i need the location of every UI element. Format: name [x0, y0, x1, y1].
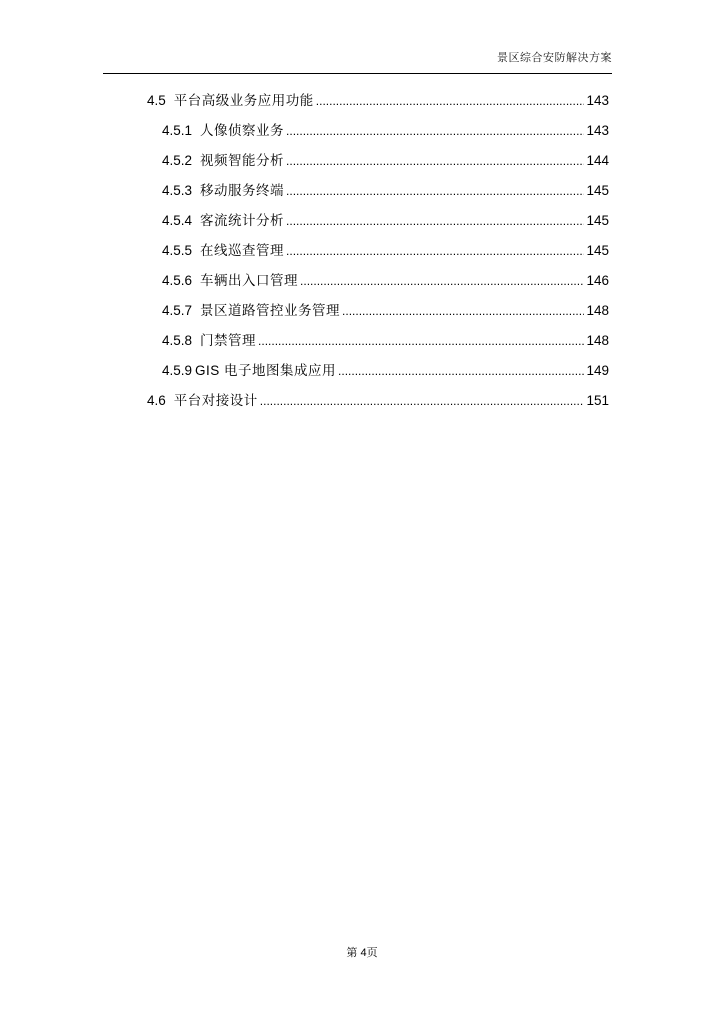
toc-entry-page: 148: [586, 303, 609, 318]
toc-entry-number: 4.5.7: [162, 303, 193, 318]
toc-entry-title: 移动服务终端: [200, 183, 285, 198]
toc-entry-number: 4.6: [147, 393, 166, 408]
toc-entry[interactable]: [162, 150, 609, 172]
toc-entry[interactable]: [162, 270, 609, 292]
toc-entry-page: 145: [586, 243, 609, 258]
toc-entry-title: GIS 电子地图集成应用: [195, 363, 337, 378]
toc-dot-leader: [286, 210, 584, 232]
toc-entry[interactable]: [162, 210, 609, 232]
toc-dot-leader: [286, 120, 584, 142]
toc-entry[interactable]: [162, 360, 609, 382]
toc-entry-page: 146: [586, 273, 609, 288]
toc-entry-number: 4.5.6: [162, 273, 193, 288]
toc-entry-title: 门禁管理: [200, 333, 257, 348]
toc-entry-number: 4.5.1: [162, 123, 193, 138]
header-divider: [103, 73, 612, 74]
toc-entry[interactable]: [162, 300, 609, 322]
running-header-title: 景区综合安防解决方案: [497, 52, 612, 64]
toc-entry-title: 景区道路管控业务管理: [200, 303, 341, 318]
toc-entry-title: 人像侦察业务: [200, 123, 285, 138]
toc-entry-number: 4.5.5: [162, 243, 193, 258]
toc-entry-title: 在线巡查管理: [200, 243, 285, 258]
toc-entry-title: 客流统计分析: [200, 213, 285, 228]
toc-entry-title: 平台对接设计: [173, 393, 258, 408]
toc-dot-leader: [286, 240, 584, 262]
toc-entry-title: 平台高级业务应用功能: [173, 93, 314, 108]
toc-dot-leader: [338, 360, 584, 382]
toc-entry-page: 145: [586, 213, 609, 228]
toc-entry[interactable]: [162, 180, 609, 202]
toc-entry-number: 4.5.2: [162, 153, 193, 168]
toc-dot-leader: [316, 90, 585, 112]
toc-entry-page: 143: [586, 93, 609, 108]
toc-dot-leader: [258, 330, 584, 352]
toc-entry-title: 视频智能分析: [200, 153, 285, 168]
toc-entry-number: 4.5: [147, 93, 166, 108]
toc-entry-number: 4.5.8: [162, 333, 193, 348]
toc-dot-leader: [286, 150, 584, 172]
toc-dot-leader: [260, 390, 585, 412]
toc-entry-page: 151: [586, 393, 609, 408]
toc-entry-title: 车辆出入口管理: [200, 273, 299, 288]
toc-entry-number: 4.5.9: [162, 363, 193, 378]
toc-entry-page: 149: [586, 363, 609, 378]
toc-entry[interactable]: [147, 390, 609, 412]
toc-entry-page: 148: [586, 333, 609, 348]
toc-entry[interactable]: [162, 240, 609, 262]
toc-dot-leader: [300, 270, 584, 292]
toc-entry-number: 4.5.4: [162, 213, 193, 228]
toc-entry[interactable]: [147, 90, 609, 112]
toc-entry[interactable]: [162, 330, 609, 352]
toc-dot-leader: [286, 180, 584, 202]
toc-entry[interactable]: [162, 120, 609, 142]
page-number-footer: 第 4页: [346, 947, 378, 959]
toc-entry-page: 144: [586, 153, 609, 168]
toc-entry-page: 145: [586, 183, 609, 198]
toc-entry-number: 4.5.3: [162, 183, 193, 198]
toc-dot-leader: [342, 300, 584, 322]
toc-entry-page: 143: [586, 123, 609, 138]
